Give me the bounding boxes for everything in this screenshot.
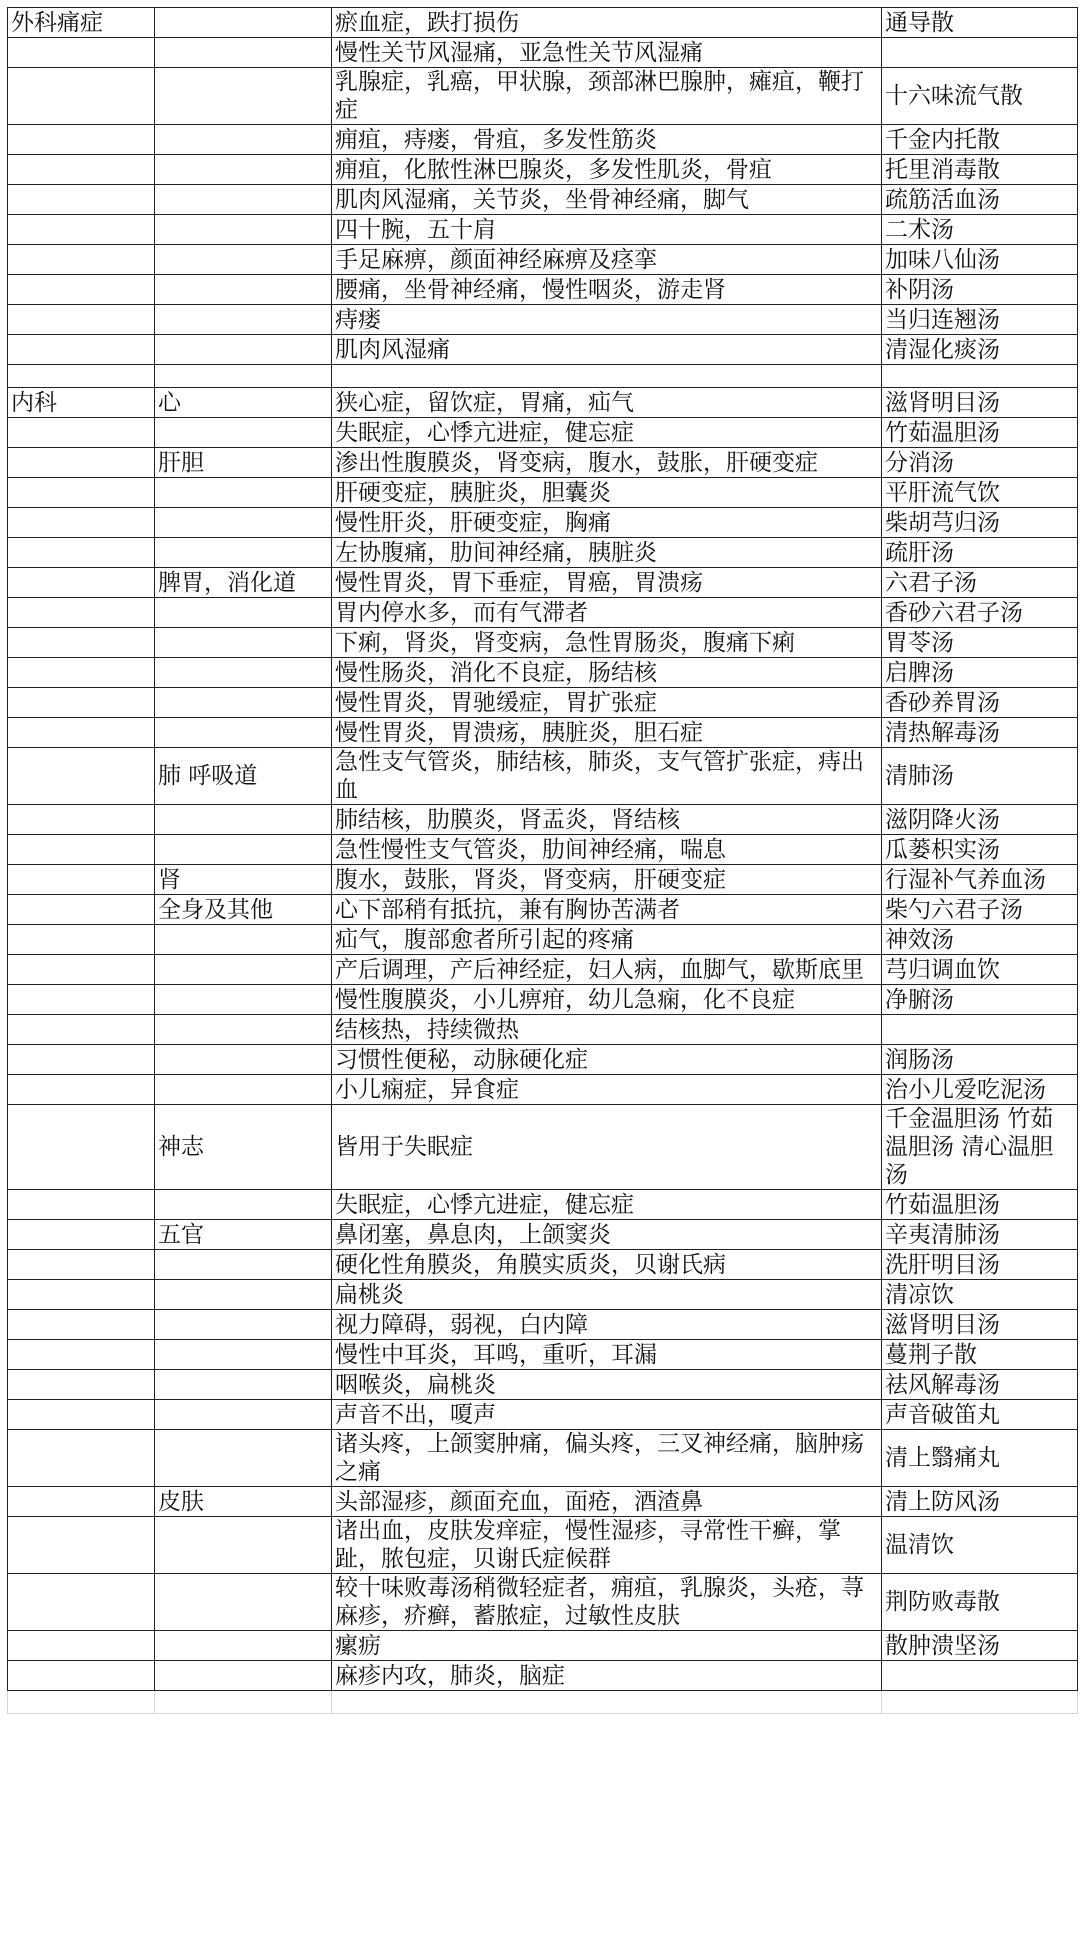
category-cell: 神志 xyxy=(155,1105,332,1190)
category-cell xyxy=(155,1310,332,1340)
category-cell xyxy=(155,1631,332,1661)
table-row xyxy=(8,1400,1078,1430)
department-cell xyxy=(8,508,155,538)
formula-cell: 竹茹温胆汤 xyxy=(882,1190,1078,1220)
formula-cell: 荆防败毒散 xyxy=(882,1574,1078,1631)
formula-cell: 补阴汤 xyxy=(882,275,1078,305)
category-cell xyxy=(155,275,332,305)
formula-cell: 瓜蒌枳实汤 xyxy=(882,835,1078,865)
formula-cell: 滋阴降火汤 xyxy=(882,805,1078,835)
category-cell xyxy=(155,1280,332,1310)
symptoms-cell: 产后调理，产后神经症，妇人病，血脚气，歇斯底里 xyxy=(332,955,882,985)
symptoms-cell: 小儿痫症，异食症 xyxy=(332,1075,882,1105)
department-cell xyxy=(8,125,155,155)
table-row xyxy=(8,388,1078,418)
symptoms-cell: 疝气，腹部愈者所引起的疼痛 xyxy=(332,925,882,955)
symptoms-cell: 乳腺症，乳癌，甲状腺，颈部淋巴腺肿，瘫疽，鞭打症 xyxy=(332,68,882,125)
table-row xyxy=(8,1250,1078,1280)
table-row xyxy=(8,538,1078,568)
symptoms-cell: 左协腹痛，肋间神经痛，胰脏炎 xyxy=(332,538,882,568)
category-cell xyxy=(155,985,332,1015)
table-row xyxy=(8,628,1078,658)
symptoms-cell: 渗出性腹膜炎，肾变病，腹水，鼓胀，肝硬变症 xyxy=(332,448,882,478)
category-cell xyxy=(155,8,332,38)
formula-cell: 辛夷清肺汤 xyxy=(882,1220,1078,1250)
department-cell xyxy=(8,38,155,68)
table-row xyxy=(8,448,1078,478)
symptoms-cell: 结核热，持续微热 xyxy=(332,1015,882,1045)
symptoms-cell: 腹水，鼓胀，肾炎，肾变病，肝硬变症 xyxy=(332,865,882,895)
table-row xyxy=(8,478,1078,508)
symptoms-cell: 瘀血症，跌打损伤 xyxy=(332,8,882,38)
symptoms-cell: 麻疹内攻，肺炎，脑症 xyxy=(332,1661,882,1691)
table-row xyxy=(8,1310,1078,1340)
symptoms-cell: 痔瘘 xyxy=(332,305,882,335)
department-cell xyxy=(8,1661,155,1691)
symptoms-cell: 痈疽，化脓性淋巴腺炎，多发性肌炎，骨疽 xyxy=(332,155,882,185)
formula-cell: 加味八仙汤 xyxy=(882,245,1078,275)
department-cell xyxy=(8,1310,155,1340)
department-cell xyxy=(8,985,155,1015)
symptoms-cell: 肝硬变症，胰脏炎，胆囊炎 xyxy=(332,478,882,508)
table-row xyxy=(8,1370,1078,1400)
category-cell xyxy=(155,628,332,658)
department-cell xyxy=(8,955,155,985)
symptoms-cell: 肺结核，肋膜炎，肾盂炎，肾结核 xyxy=(332,805,882,835)
formula-cell: 当归连翘汤 xyxy=(882,305,1078,335)
department-cell xyxy=(8,598,155,628)
symptoms-cell: 较十味败毒汤稍微轻症者，痈疽，乳腺炎，头疮，荨麻疹，疥癣，蓄脓症，过敏性皮肤 xyxy=(332,1574,882,1631)
category-cell xyxy=(155,185,332,215)
symptoms-cell: 习惯性便秘，动脉硬化症 xyxy=(332,1045,882,1075)
department-cell xyxy=(8,925,155,955)
formula-cell: 蔓荆子散 xyxy=(882,1340,1078,1370)
department-cell xyxy=(8,1517,155,1574)
formula-cell: 竹茹温胆汤 xyxy=(882,418,1078,448)
department-cell xyxy=(8,1075,155,1105)
department-cell xyxy=(8,418,155,448)
category-cell xyxy=(155,1430,332,1487)
symptoms-cell: 声音不出，嗄声 xyxy=(332,1400,882,1430)
formula-cell: 净腑汤 xyxy=(882,985,1078,1015)
category-cell xyxy=(155,478,332,508)
department-cell: 内科 xyxy=(8,388,155,418)
department-cell xyxy=(8,1045,155,1075)
table-row xyxy=(8,718,1078,748)
formula-cell: 治小儿爱吃泥汤 xyxy=(882,1075,1078,1105)
department-cell: 外科痛症 xyxy=(8,8,155,38)
table-row xyxy=(8,1015,1078,1045)
category-cell xyxy=(155,1661,332,1691)
formula-cell: 胃苓汤 xyxy=(882,628,1078,658)
department-cell xyxy=(8,478,155,508)
table-row xyxy=(8,1517,1078,1574)
table-row xyxy=(8,185,1078,215)
formula-cell: 通导散 xyxy=(882,8,1078,38)
category-cell xyxy=(155,245,332,275)
formula-cell: 分消汤 xyxy=(882,448,1078,478)
table-row xyxy=(8,1487,1078,1517)
formula-cell: 柴胡芎归汤 xyxy=(882,508,1078,538)
symptoms-cell: 手足麻痹，颜面神经麻痹及痉挛 xyxy=(332,245,882,275)
department-cell xyxy=(8,835,155,865)
department-cell xyxy=(8,305,155,335)
formula-cell xyxy=(882,38,1078,68)
category-cell: 脾胃，消化道 xyxy=(155,568,332,598)
table-row xyxy=(8,658,1078,688)
symptoms-cell: 瘰疬 xyxy=(332,1631,882,1661)
category-cell xyxy=(155,418,332,448)
table-row xyxy=(8,805,1078,835)
symptoms-cell: 皆用于失眠症 xyxy=(332,1105,882,1190)
table-row xyxy=(8,335,1078,365)
formula-cell: 疏筋活血汤 xyxy=(882,185,1078,215)
category-cell xyxy=(155,538,332,568)
table-row xyxy=(8,835,1078,865)
table-row xyxy=(8,598,1078,628)
symptoms-cell: 慢性胃炎，胃驰缓症，胃扩张症 xyxy=(332,688,882,718)
category-cell: 皮肤 xyxy=(155,1487,332,1517)
symptoms-cell: 胃内停水多，而有气滞者 xyxy=(332,598,882,628)
department-cell xyxy=(8,215,155,245)
symptoms-cell: 鼻闭塞，鼻息肉，上颌窦炎 xyxy=(332,1220,882,1250)
table-row xyxy=(8,1280,1078,1310)
table-row xyxy=(8,1190,1078,1220)
department-cell xyxy=(8,1574,155,1631)
department-cell xyxy=(8,1691,155,1714)
table-row xyxy=(8,895,1078,925)
symptoms-cell: 慢性中耳炎，耳鸣，重听，耳漏 xyxy=(332,1340,882,1370)
table-row xyxy=(8,365,1078,388)
table-row xyxy=(8,1661,1078,1691)
formula-cell: 滋肾明目汤 xyxy=(882,1310,1078,1340)
table-row xyxy=(8,955,1078,985)
formula-cell xyxy=(882,1015,1078,1045)
formula-cell: 千金内托散 xyxy=(882,125,1078,155)
category-cell: 五官 xyxy=(155,1220,332,1250)
category-cell xyxy=(155,125,332,155)
formula-cell xyxy=(882,365,1078,388)
formula-cell: 清热解毒汤 xyxy=(882,718,1078,748)
formula-cell: 托里消毒散 xyxy=(882,155,1078,185)
category-cell: 全身及其他 xyxy=(155,895,332,925)
table-row xyxy=(8,275,1078,305)
formula-cell xyxy=(882,1661,1078,1691)
table-row xyxy=(8,1430,1078,1487)
department-cell xyxy=(8,365,155,388)
category-cell xyxy=(155,1517,332,1574)
formula-cell: 疏肝汤 xyxy=(882,538,1078,568)
remedy-table xyxy=(7,7,1078,1714)
table-row xyxy=(8,245,1078,275)
department-cell xyxy=(8,1430,155,1487)
category-cell xyxy=(155,508,332,538)
symptoms-cell: 狭心症，留饮症，胃痛，疝气 xyxy=(332,388,882,418)
symptoms-cell: 慢性肝炎，肝硬变症，胸痛 xyxy=(332,508,882,538)
department-cell xyxy=(8,1220,155,1250)
department-cell xyxy=(8,1280,155,1310)
table-row xyxy=(8,1105,1078,1190)
symptoms-cell: 诸出血，皮肤发痒症，慢性湿疹，寻常性干癣，掌趾，脓包症，贝谢氏症候群 xyxy=(332,1517,882,1574)
category-cell xyxy=(155,1075,332,1105)
category-cell: 肝胆 xyxy=(155,448,332,478)
category-cell: 心 xyxy=(155,388,332,418)
category-cell xyxy=(155,1400,332,1430)
symptoms-cell: 心下部稍有抵抗，兼有胸协苦满者 xyxy=(332,895,882,925)
symptoms-cell: 慢性胃炎，胃下垂症，胃癌，胃溃疡 xyxy=(332,568,882,598)
symptoms-cell: 失眠症，心悸亢进症，健忘症 xyxy=(332,418,882,448)
category-cell: 肺 呼吸道 xyxy=(155,748,332,805)
formula-cell: 香砂六君子汤 xyxy=(882,598,1078,628)
department-cell xyxy=(8,1631,155,1661)
category-cell xyxy=(155,598,332,628)
department-cell xyxy=(8,68,155,125)
category-cell xyxy=(155,955,332,985)
formula-cell: 清湿化痰汤 xyxy=(882,335,1078,365)
symptoms-cell: 慢性关节风湿痛，亚急性关节风湿痛 xyxy=(332,38,882,68)
category-cell xyxy=(155,805,332,835)
category-cell xyxy=(155,925,332,955)
department-cell xyxy=(8,688,155,718)
symptoms-cell: 急性慢性支气管炎，肋间神经痛，喘息 xyxy=(332,835,882,865)
formula-cell: 洗肝明目汤 xyxy=(882,1250,1078,1280)
formula-cell: 平肝流气饮 xyxy=(882,478,1078,508)
formula-cell: 启脾汤 xyxy=(882,658,1078,688)
category-cell xyxy=(155,1370,332,1400)
table-row xyxy=(8,215,1078,245)
table-row xyxy=(8,508,1078,538)
department-cell xyxy=(8,1250,155,1280)
department-cell xyxy=(8,1105,155,1190)
table-row xyxy=(8,1574,1078,1631)
department-cell xyxy=(8,1015,155,1045)
table-row xyxy=(8,305,1078,335)
symptoms-cell: 肌肉风湿痛 xyxy=(332,335,882,365)
category-cell xyxy=(155,718,332,748)
symptoms-cell: 诸头疼，上颌窦肿痛，偏头疼，三叉神经痛，脑肿疡之痛 xyxy=(332,1430,882,1487)
symptoms-cell: 下痢，肾炎，肾变病，急性胃肠炎，腹痛下痢 xyxy=(332,628,882,658)
formula-cell: 十六味流气散 xyxy=(882,68,1078,125)
table-row xyxy=(8,688,1078,718)
table-row xyxy=(8,1340,1078,1370)
table-row xyxy=(8,418,1078,448)
department-cell xyxy=(8,1340,155,1370)
symptoms-cell: 头部湿疹，颜面充血，面疮，酒渣鼻 xyxy=(332,1487,882,1517)
category-cell xyxy=(155,1190,332,1220)
symptoms-cell: 腰痛，坐骨神经痛，慢性咽炎，游走肾 xyxy=(332,275,882,305)
category-cell xyxy=(155,1015,332,1045)
category-cell xyxy=(155,305,332,335)
formula-cell: 散肿溃坚汤 xyxy=(882,1631,1078,1661)
formula-cell: 神效汤 xyxy=(882,925,1078,955)
table-row xyxy=(8,155,1078,185)
table-row xyxy=(8,748,1078,805)
formula-cell: 祛风解毒汤 xyxy=(882,1370,1078,1400)
category-cell xyxy=(155,1250,332,1280)
symptoms-cell: 硬化性角膜炎，角膜实质炎，贝谢氏病 xyxy=(332,1250,882,1280)
formula-cell: 行湿补气养血汤 xyxy=(882,865,1078,895)
formula-cell: 清上翳痛丸 xyxy=(882,1430,1078,1487)
table-row xyxy=(8,865,1078,895)
table-body xyxy=(8,8,1078,1714)
symptoms-cell: 扁桃炎 xyxy=(332,1280,882,1310)
formula-cell: 柴勺六君子汤 xyxy=(882,895,1078,925)
symptoms-cell: 痈疽，痔瘘，骨疽，多发性筋炎 xyxy=(332,125,882,155)
department-cell xyxy=(8,865,155,895)
department-cell xyxy=(8,538,155,568)
symptoms-cell: 四十腕，五十肩 xyxy=(332,215,882,245)
department-cell xyxy=(8,1400,155,1430)
symptoms-cell: 慢性腹膜炎，小儿痹疳，幼儿急痫，化不良症 xyxy=(332,985,882,1015)
department-cell xyxy=(8,448,155,478)
department-cell xyxy=(8,155,155,185)
symptoms-cell: 失眠症，心悸亢进症，健忘症 xyxy=(332,1190,882,1220)
table-row xyxy=(8,125,1078,155)
department-cell xyxy=(8,275,155,305)
category-cell xyxy=(155,835,332,865)
symptoms-cell: 咽喉炎，扁桃炎 xyxy=(332,1370,882,1400)
formula-cell: 芎归调血饮 xyxy=(882,955,1078,985)
table-row xyxy=(8,1075,1078,1105)
table-row xyxy=(8,8,1078,38)
category-cell xyxy=(155,1045,332,1075)
formula-cell xyxy=(882,1691,1078,1714)
category-cell: 肾 xyxy=(155,865,332,895)
formula-cell: 千金温胆汤 竹茹温胆汤 清心温胆汤 xyxy=(882,1105,1078,1190)
table-row xyxy=(8,38,1078,68)
formula-cell: 清肺汤 xyxy=(882,748,1078,805)
table-row xyxy=(8,568,1078,598)
formula-cell: 六君子汤 xyxy=(882,568,1078,598)
symptoms-cell xyxy=(332,1691,882,1714)
formula-cell: 滋肾明目汤 xyxy=(882,388,1078,418)
department-cell xyxy=(8,658,155,688)
category-cell xyxy=(155,335,332,365)
table-row xyxy=(8,1691,1078,1714)
formula-cell: 润肠汤 xyxy=(882,1045,1078,1075)
symptoms-cell: 视力障碍，弱视，白内障 xyxy=(332,1310,882,1340)
formula-cell: 香砂养胃汤 xyxy=(882,688,1078,718)
department-cell xyxy=(8,805,155,835)
category-cell xyxy=(155,1340,332,1370)
department-cell xyxy=(8,568,155,598)
symptoms-cell: 慢性胃炎，胃溃疡，胰脏炎，胆石症 xyxy=(332,718,882,748)
table-row xyxy=(8,1045,1078,1075)
symptoms-cell: 急性支气管炎，肺结核，肺炎，支气管扩张症，痔出血 xyxy=(332,748,882,805)
formula-cell: 清凉饮 xyxy=(882,1280,1078,1310)
department-cell xyxy=(8,1190,155,1220)
table-row xyxy=(8,925,1078,955)
category-cell xyxy=(155,1691,332,1714)
department-cell xyxy=(8,1370,155,1400)
table-row xyxy=(8,1220,1078,1250)
category-cell xyxy=(155,38,332,68)
category-cell xyxy=(155,688,332,718)
formula-cell: 声音破笛丸 xyxy=(882,1400,1078,1430)
department-cell xyxy=(8,185,155,215)
department-cell xyxy=(8,245,155,275)
table-row xyxy=(8,985,1078,1015)
symptoms-cell xyxy=(332,365,882,388)
symptoms-cell: 肌肉风湿痛，关节炎，坐骨神经痛，脚气 xyxy=(332,185,882,215)
department-cell xyxy=(8,718,155,748)
table-row xyxy=(8,1631,1078,1661)
category-cell xyxy=(155,68,332,125)
formula-cell: 清上防风汤 xyxy=(882,1487,1078,1517)
category-cell xyxy=(155,365,332,388)
formula-cell: 温清饮 xyxy=(882,1517,1078,1574)
table-row xyxy=(8,68,1078,125)
formula-cell: 二术汤 xyxy=(882,215,1078,245)
department-cell xyxy=(8,628,155,658)
category-cell xyxy=(155,155,332,185)
category-cell xyxy=(155,658,332,688)
symptoms-cell: 慢性肠炎，消化不良症，肠结核 xyxy=(332,658,882,688)
category-cell xyxy=(155,1574,332,1631)
department-cell xyxy=(8,335,155,365)
category-cell xyxy=(155,215,332,245)
department-cell xyxy=(8,1487,155,1517)
department-cell xyxy=(8,748,155,805)
department-cell xyxy=(8,895,155,925)
